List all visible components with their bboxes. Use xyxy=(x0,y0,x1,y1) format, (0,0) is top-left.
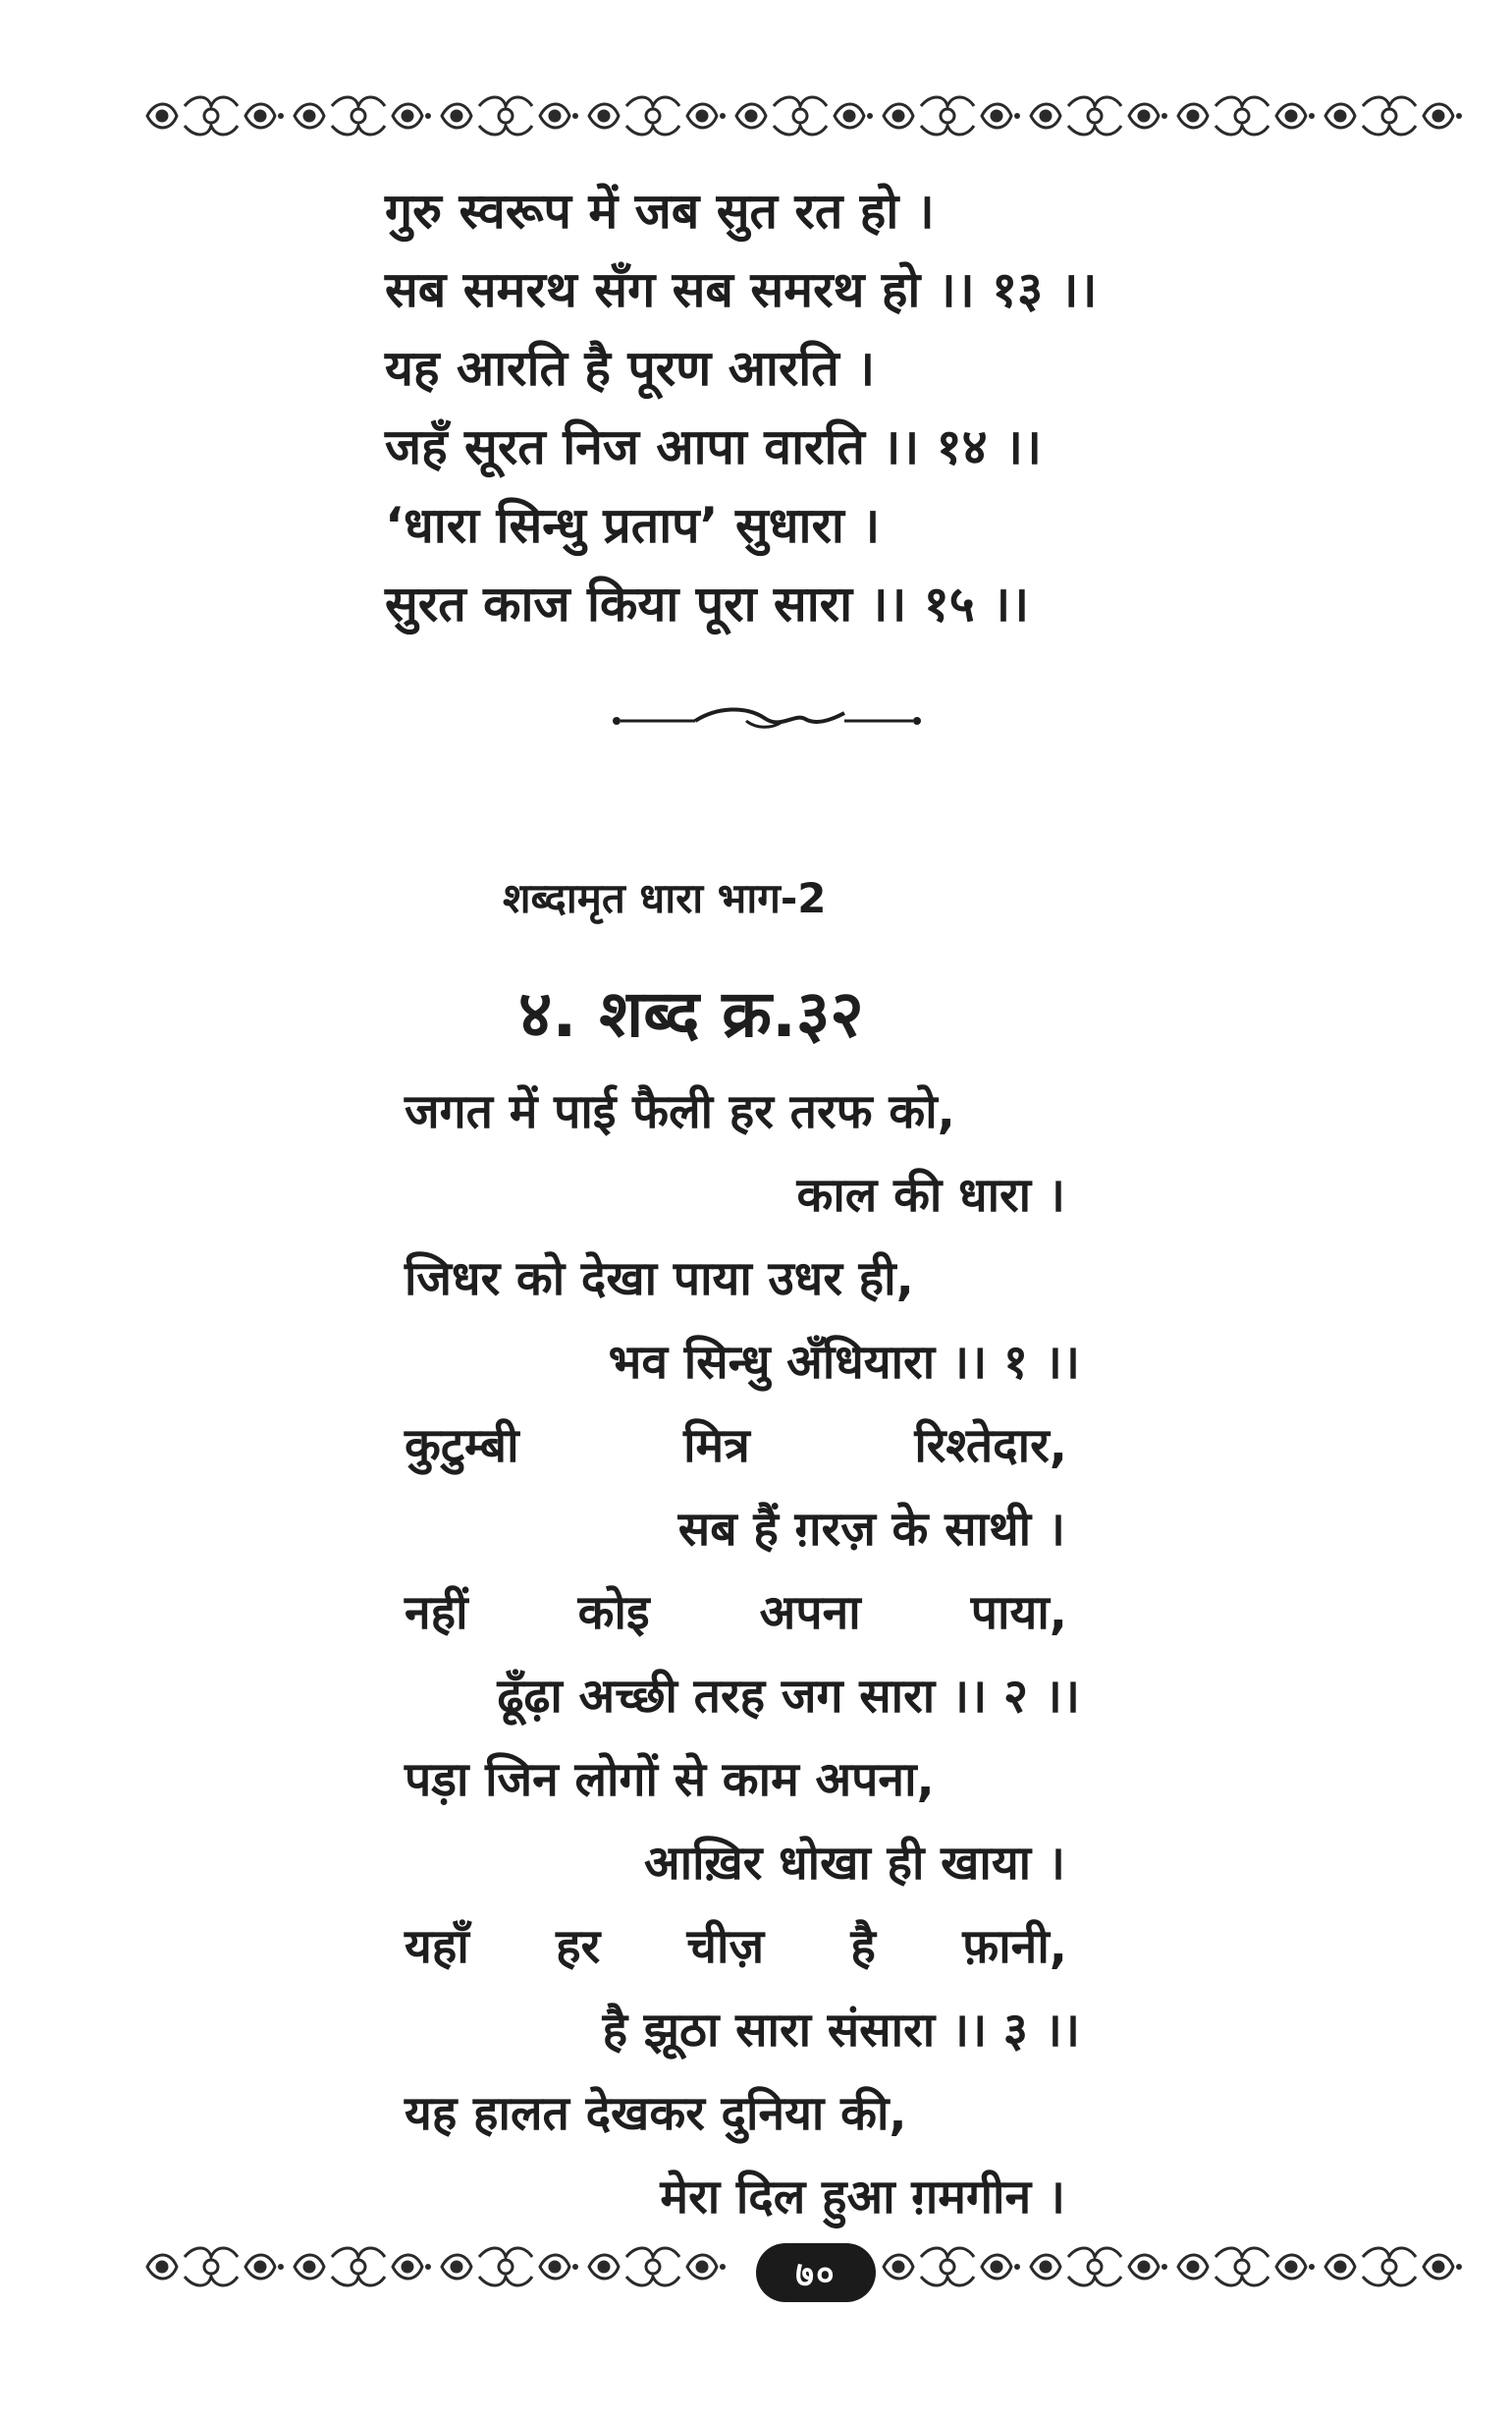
verse-line: सुरत काज किया पूरा सारा ।। १५ ।। xyxy=(385,576,1030,632)
floral-border-motif-icon xyxy=(874,2239,1021,2294)
poem-word: रिश्तेदार, xyxy=(914,1418,1067,1473)
page-number: ७० xyxy=(795,2254,837,2295)
floral-border-motif-icon xyxy=(1021,88,1168,143)
floral-border-motif-icon xyxy=(1021,2239,1168,2294)
poem-word: कुटुम्बी xyxy=(405,1418,519,1473)
poem-word: पाया, xyxy=(970,1585,1067,1640)
poem-word: हर xyxy=(556,1919,601,1974)
verse-line: गुरु स्वरूप में जब सुत रत हो । xyxy=(385,183,935,240)
poem-word: नहीं xyxy=(405,1585,468,1640)
verse-line: ‘धारा सिन्धु प्रताप’ सुधारा । xyxy=(385,497,881,554)
floral-border-motif-icon xyxy=(1316,88,1463,143)
floral-border-motif-icon xyxy=(579,88,727,143)
poem-line xyxy=(405,1913,1067,1977)
poem-line: काल की धारा । xyxy=(796,1168,1065,1223)
floral-border-motif-icon xyxy=(137,88,285,143)
poem-word: अपना xyxy=(759,1585,861,1640)
floral-border-motif-icon xyxy=(1168,88,1316,143)
poem-line: जगत में पाई फैली हर तरफ को, xyxy=(405,1084,955,1139)
poem-line: ढूँढ़ा अच्छी तरह जग सारा ।। २ ।। xyxy=(497,1669,1080,1724)
poem-word: चीज़ xyxy=(686,1919,765,1974)
floral-border-motif-icon xyxy=(432,2239,579,2294)
verse-line: जहँ सूरत निज आपा वारति ।। १४ ।। xyxy=(385,418,1042,475)
verse-line xyxy=(385,340,1072,397)
poem-word: यहाँ xyxy=(405,1919,469,1974)
poem-word: मित्र xyxy=(683,1418,750,1473)
poem-line xyxy=(405,1579,1067,1643)
poem-word: है xyxy=(850,1919,876,1974)
poem-line: पड़ा जिन लोगों से काम अपना, xyxy=(405,1752,935,1807)
floral-border-motif-icon xyxy=(1316,2239,1463,2294)
floral-border-motif-icon xyxy=(137,2239,285,2294)
section-heading: ४. शब्द क्र.३२ xyxy=(518,976,864,1052)
top-ornamental-border xyxy=(137,84,1463,147)
floral-border-motif-icon xyxy=(727,88,874,143)
poem-word: फ़ानी, xyxy=(962,1919,1067,1974)
floral-border-motif-icon xyxy=(432,88,579,143)
poem-word: कोइ xyxy=(577,1585,650,1640)
verse-text: यह आरति है पूरण आरति । xyxy=(385,340,876,397)
floral-border-motif-icon xyxy=(1168,2239,1316,2294)
poem-line xyxy=(405,1412,1067,1476)
floral-border-motif-icon xyxy=(285,88,432,143)
poem-line: जिधर को देखा पाया उधर ही, xyxy=(405,1251,914,1306)
verse-line: सब समरथ सँग सब समरथ हो ।। १३ ।। xyxy=(385,261,1098,318)
floral-border-motif-icon xyxy=(285,2239,432,2294)
poem-line: मेरा दिल हुआ ग़मगीन । xyxy=(660,2170,1065,2225)
divider-ornament-icon xyxy=(609,699,923,739)
floral-border-motif-icon xyxy=(874,88,1021,143)
floral-border-motif-icon xyxy=(579,2239,727,2294)
book-title: शब्दामृत धारा भाग-2 xyxy=(503,874,827,922)
page-number-badge xyxy=(756,2243,876,2302)
poem-line: यह हालत देखकर दुनिया की, xyxy=(405,2086,907,2141)
poem-line: आख़िर धोखा ही खाया । xyxy=(644,1836,1065,1891)
poem-line: भव सिन्धु अँधियारा ।। १ ।। xyxy=(608,1335,1080,1390)
poem-line: है झूठा सारा संसारा ।। ३ ।। xyxy=(602,2003,1080,2058)
poem-line: सब हैं ग़रज़ के साथी । xyxy=(677,1502,1065,1557)
